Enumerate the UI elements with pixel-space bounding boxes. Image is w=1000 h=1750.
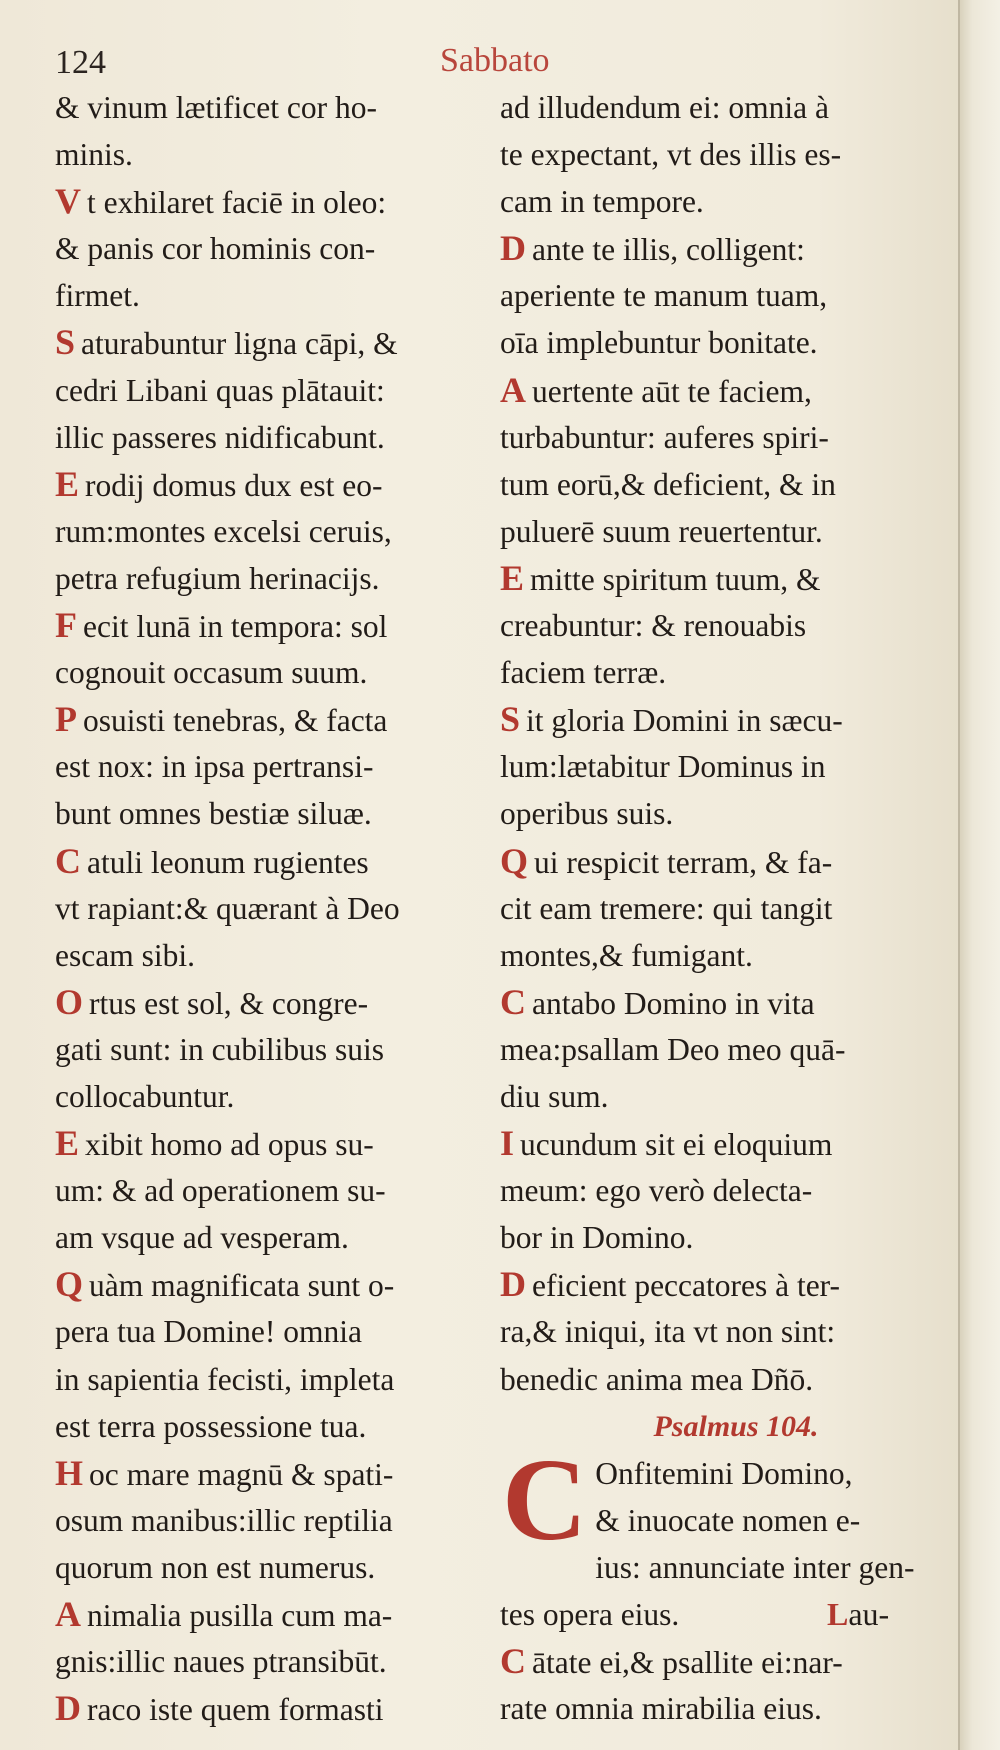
line-text: minis. — [55, 137, 133, 173]
text-line — [500, 1073, 932, 1120]
text-line — [500, 414, 932, 461]
text-line — [500, 1026, 932, 1073]
line-text: cognouit occasum suum. — [55, 655, 368, 691]
psalm-big-initial: C — [502, 1433, 588, 1565]
rubricated-initial: Q — [500, 840, 529, 881]
line-text: faciem terræ. — [500, 655, 667, 691]
line-text: t exhilaret faciē in oleo: — [87, 185, 387, 221]
text-line — [500, 932, 932, 979]
text-line — [55, 1073, 487, 1120]
line-text: est nox: in ipsa pertransi- — [55, 749, 374, 785]
rubricated-initial: A — [55, 1594, 81, 1634]
text-line — [500, 1308, 932, 1355]
right-column — [500, 84, 932, 1732]
text-line — [500, 979, 932, 1026]
page-number: 124 — [55, 44, 106, 81]
line-text: te expectant, vt des illis es- — [500, 137, 842, 173]
rubricated-initial: D — [500, 228, 526, 269]
line-text: petra refugium herinacijs. — [55, 560, 380, 596]
line-text: ui respicit terram, & fa- — [534, 844, 833, 880]
text-line — [55, 461, 487, 508]
right-column-text — [500, 84, 932, 1403]
rubricated-initial: E — [55, 463, 80, 504]
line-text: ad illudendum ei: omnia à — [500, 90, 829, 125]
line-text: rum:montes excelsi ceruis, — [55, 513, 392, 549]
line-text: quorum non est numerus. — [55, 1549, 376, 1585]
text-line — [55, 178, 487, 225]
line-text: creabuntur: & renouabis — [500, 608, 807, 644]
text-line — [55, 272, 487, 319]
line-text: firmet. — [55, 278, 140, 314]
line-text: uàm magnificata sunt o- — [89, 1268, 395, 1304]
text-line — [500, 743, 932, 790]
line-text: escam sibi. — [55, 937, 195, 973]
rubricated-initial: V — [55, 181, 81, 222]
line-text: eficient peccatores à ter- — [532, 1268, 841, 1304]
line-text: tes opera eius. — [500, 1597, 680, 1632]
book-gutter — [958, 0, 1000, 1750]
line-text: xibit homo ad opus su- — [85, 1127, 374, 1163]
line-text: tum eorū,& deficient, & in — [500, 466, 836, 502]
text-line — [500, 367, 932, 414]
line-text: um: & ad operationem su- — [55, 1173, 386, 1209]
text-line — [55, 84, 487, 131]
text-line — [500, 508, 932, 555]
catchword — [827, 1596, 889, 1633]
text-line — [500, 131, 932, 178]
text-line — [55, 1544, 487, 1591]
text-line — [500, 1356, 932, 1403]
line-text: oc mare magnū & spati- — [89, 1456, 394, 1492]
rubricated-initial: O — [55, 981, 84, 1022]
rubricated-initial: Q — [55, 1264, 84, 1305]
text-line — [55, 602, 487, 649]
rubricated-initial: D — [55, 1688, 81, 1729]
text-line — [55, 649, 487, 696]
line-text: pera tua Domine! omnia — [55, 1314, 363, 1350]
line-text: gnis:illic naues ptransibūt. — [55, 1644, 387, 1680]
rubricated-initial: P — [55, 699, 77, 740]
rubricated-initial: E — [500, 557, 525, 598]
line-text: atuli leonum rugientes — [87, 844, 369, 880]
text-line — [55, 1638, 487, 1685]
text-line — [55, 932, 487, 979]
text-line — [500, 319, 932, 366]
rubricated-initial: A — [500, 369, 526, 410]
text-line — [500, 1120, 932, 1167]
text-line — [500, 1638, 932, 1685]
text-line — [55, 225, 487, 272]
text-line — [500, 461, 932, 508]
text-line — [55, 1261, 487, 1308]
line-text: illic passeres nidificabunt. — [55, 419, 385, 455]
line-text: diu sum. — [500, 1078, 609, 1114]
text-line — [500, 1261, 932, 1308]
line-text: oīa implebuntur bonitate. — [500, 325, 818, 361]
text-line — [55, 1403, 487, 1450]
line-text: ra,& iniqui, ita vt non sint: — [500, 1314, 836, 1350]
catchword-initial: L — [827, 1596, 849, 1632]
psalm-heading: Psalmus 104. — [653, 1409, 819, 1443]
text-line — [55, 508, 487, 555]
rubricated-initial: C — [500, 1641, 526, 1682]
text-line — [55, 885, 487, 932]
text-line — [55, 1026, 487, 1073]
text-line — [500, 1685, 932, 1732]
line-text: benedic anima mea Dñō. — [500, 1361, 814, 1397]
text-line — [55, 1497, 487, 1544]
text-line — [55, 1308, 487, 1355]
rubricated-initial: E — [55, 1123, 80, 1164]
line-text: cit eam tremere: qui tangit — [500, 890, 833, 926]
rubricated-initial: S — [55, 322, 76, 363]
text-line — [55, 1167, 487, 1214]
line-text: lum:lætabitur Dominus in — [500, 749, 826, 785]
rubricated-initial: D — [500, 1264, 526, 1305]
rubricated-initial: I — [500, 1123, 515, 1164]
text-line — [500, 838, 932, 885]
text-line — [500, 178, 932, 225]
line-text: mea:psallam Deo meo quā- — [500, 1031, 846, 1067]
line-text: montes,& fumigant. — [500, 937, 753, 973]
line-text: operibus suis. — [500, 796, 674, 832]
text-line — [55, 1591, 487, 1638]
psalm-opening — [500, 1433, 932, 1565]
line-text: bor in Domino. — [500, 1220, 694, 1256]
line-text: est terra possessione tua. — [55, 1408, 367, 1444]
line-text: rtus est sol, & congre- — [89, 985, 369, 1021]
catchword-text: au- — [848, 1596, 890, 1632]
text-line — [500, 885, 932, 932]
line-text: aperiente te manum tuam, — [500, 278, 828, 314]
line-text: & vinum lætificet cor ho- — [55, 90, 377, 125]
line-text: raco iste quem formasti — [87, 1692, 384, 1728]
line-text: vt rapiant:& quærant à Deo — [55, 890, 400, 926]
text-line — [500, 272, 932, 319]
line-text: cedri Libani quas plātauit: — [55, 372, 385, 408]
text-line — [55, 1685, 487, 1732]
psalm-lines — [500, 1544, 932, 1732]
text-line — [55, 1214, 487, 1261]
line-text: uertente aūt te faciem, — [532, 373, 812, 409]
text-line — [55, 1120, 487, 1167]
text-line: Onfitemini Domino, — [595, 1455, 853, 1491]
line-text: bunt omnes bestiæ siluæ. — [55, 796, 372, 832]
running-title: Sabbato — [440, 42, 550, 79]
text-line — [55, 555, 487, 602]
text-line — [55, 1450, 487, 1497]
text-line — [55, 367, 487, 414]
line-text: ātate ei,& psallite ei:nar- — [532, 1645, 843, 1681]
rubricated-initial: C — [55, 840, 81, 881]
text-line — [500, 1167, 932, 1214]
text-line — [500, 1214, 932, 1261]
rubricated-initial: S — [500, 699, 521, 740]
line-text: nimalia pusilla cum ma- — [87, 1598, 393, 1633]
left-column — [55, 84, 487, 1732]
line-text: cam in tempore. — [500, 184, 704, 220]
text-line — [500, 696, 932, 743]
text-line — [55, 131, 487, 178]
text-line — [55, 319, 487, 366]
text-line — [55, 743, 487, 790]
line-text: antabo Domino in vita — [532, 985, 815, 1021]
line-text: osuisti tenebras, & facta — [83, 703, 388, 739]
text-line — [55, 790, 487, 837]
text-line — [500, 84, 932, 131]
line-text: mitte spiritum tuum, & — [530, 561, 821, 597]
line-text: am vsque ad vesperam. — [55, 1220, 349, 1256]
rubricated-initial: H — [55, 1452, 84, 1493]
text-line — [55, 414, 487, 461]
text-line — [55, 696, 487, 743]
text-line — [500, 649, 932, 696]
text-line — [500, 602, 932, 649]
line-text: turbabuntur: auferes spiri- — [500, 419, 829, 455]
text-line — [55, 979, 487, 1026]
line-text: & panis cor hominis con- — [55, 231, 376, 267]
line-text: rate omnia mirabilia eius. — [500, 1691, 822, 1727]
text-line — [55, 1356, 487, 1403]
line-text: ante te illis, colligent: — [532, 232, 805, 268]
line-text: ucundum sit ei eloquium — [520, 1127, 833, 1163]
line-text: meum: ego verò delecta- — [500, 1173, 813, 1209]
line-text: aturabuntur ligna cāpi, & — [81, 326, 398, 362]
line-text: in sapientia fecisti, impleta — [55, 1361, 395, 1397]
line-text: ecit lunā in tempora: sol — [83, 609, 388, 645]
line-text: puluerē suum reuertentur. — [500, 513, 823, 549]
text-line — [500, 555, 932, 602]
text-line — [500, 225, 932, 272]
line-text: rodij domus dux est eo- — [85, 467, 383, 503]
line-text: ius: annunciate inter gen- — [595, 1549, 915, 1585]
rubricated-initial: C — [500, 981, 526, 1022]
rubricated-initial: F — [55, 605, 77, 646]
line-text: gati sunt: in cubilibus suis — [55, 1031, 385, 1067]
text-line: & inuocate nomen e- — [595, 1502, 861, 1538]
text-line — [55, 838, 487, 885]
text-line — [500, 790, 932, 837]
line-text: it gloria Domini in sæcu- — [526, 703, 843, 739]
line-text: osum manibus:illic reptilia — [55, 1502, 393, 1538]
line-text: collocabuntur. — [55, 1078, 235, 1114]
